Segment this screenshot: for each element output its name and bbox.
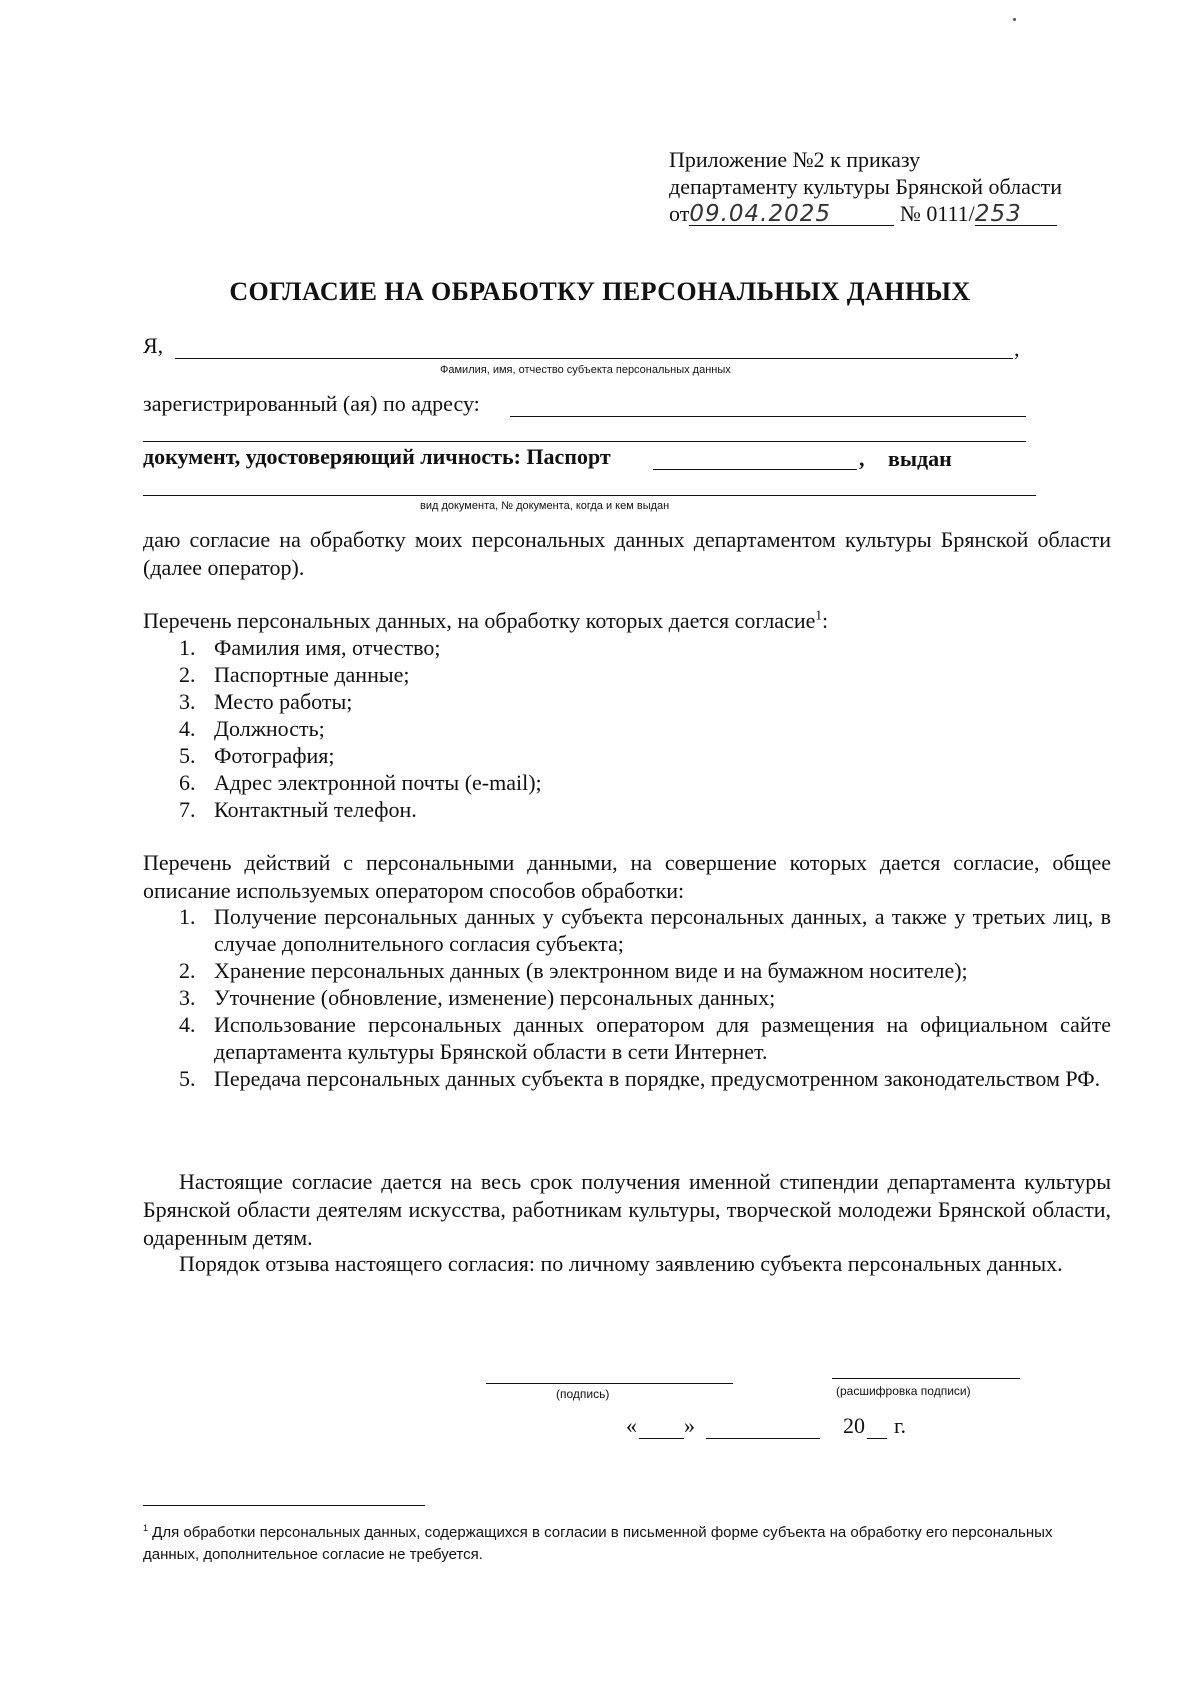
passport-fill-line[interactable]: [653, 469, 857, 470]
document-fill-line[interactable]: [143, 495, 1036, 496]
list-item-text: Место работы;: [214, 689, 353, 714]
date-prefix: от: [669, 201, 690, 226]
order-number-handwritten: 253: [974, 201, 1022, 227]
header-line-1: Приложение №2 к приказу: [669, 147, 921, 172]
list-item-text: Фамилия имя, отчество;: [214, 635, 441, 660]
order-number-field: [975, 203, 1057, 226]
revoke-paragraph: Порядок отзыва настоящего согласия: по личному заявлению субъекта персональных данных.: [179, 1251, 1063, 1276]
list-item-number: 2.: [179, 958, 196, 983]
list-item: [143, 903, 1111, 957]
personal-data-list: [143, 634, 1111, 823]
footnote-ref: 1: [815, 607, 822, 623]
list-item-text: Использование персональных данных оператором для размещения на официальном сайте департамента культуры Брянской области в сети Интернет.: [214, 1012, 1111, 1064]
list-item-text: Адрес электронной почты (e-mail);: [214, 770, 542, 795]
footnote: [143, 1522, 1103, 1566]
list-item: [143, 769, 1111, 796]
consent-paragraph: даю согласие на обработку моих персональных данных департаментом культуры Брянской области (далее оператор).: [143, 527, 1111, 580]
document-comma: ,: [859, 446, 865, 471]
footnote-separator: [143, 1505, 425, 1506]
year-fill-line[interactable]: [867, 1438, 887, 1439]
i-label: Я,: [143, 333, 164, 358]
list-item-number: 4.: [179, 716, 196, 741]
list-item-number: 5.: [179, 1066, 196, 1091]
data-list-intro: [143, 607, 1111, 635]
list-item-number: 4.: [179, 1012, 196, 1037]
list-item-number: 6.: [179, 770, 196, 795]
footnote-mark: 1: [143, 1523, 149, 1533]
header-order-line: [669, 200, 1062, 227]
list-item-text: Получение персональных данных у субъекта персональных данных, а также у третьих лиц, в случае дополнительного согласия субъекта;: [214, 904, 1111, 956]
document-title: СОГЛАСИЕ НА ОБРАБОТКУ ПЕРСОНАЛЬНЫХ ДАННЫХ: [229, 277, 971, 306]
list-item: [143, 1011, 1111, 1065]
month-fill-line[interactable]: [706, 1438, 820, 1439]
list-item-number: 1.: [179, 635, 196, 660]
year-suffix: г.: [894, 1413, 907, 1438]
list-item-text: Контактный телефон.: [214, 797, 417, 822]
order-date-field: [689, 203, 894, 226]
date-close-quote: »: [684, 1413, 695, 1438]
address-label: зарегистрированный (ая) по адресу:: [143, 391, 480, 416]
list-item-text: Должность;: [214, 716, 325, 741]
fio-fill-line[interactable]: [175, 358, 1013, 359]
signature-decode-caption: (расшифровка подписи): [836, 1384, 971, 1398]
list-item: [143, 957, 1111, 984]
order-date-handwritten: 09.04.2025: [689, 201, 832, 227]
term-paragraph: Настоящие согласие дается на весь срок получения именной стипендии департамента культуры Брянской области деятелям искусства, работникам культуры, творческой молодежи Брянской области, одаренным детям.: [143, 1169, 1111, 1250]
address-fill-line-2[interactable]: [143, 441, 1026, 442]
list-item: [143, 634, 1111, 661]
list-item-text: Фотография;: [214, 743, 335, 768]
list-item: [143, 742, 1111, 769]
data-list-intro-end: :: [821, 608, 829, 633]
year-prefix: 20: [843, 1413, 865, 1438]
signature-line[interactable]: [486, 1383, 733, 1384]
list-item: [143, 715, 1111, 742]
list-item: [143, 688, 1111, 715]
list-item-text: Паспортные данные;: [214, 662, 410, 687]
list-item-text: Хранение персональных данных (в электронном виде и на бумажном носителе);: [214, 958, 968, 983]
appendix-header: [669, 146, 1062, 227]
signature-decode-line[interactable]: [832, 1378, 1020, 1379]
list-item-number: 1.: [179, 904, 196, 929]
address-fill-line[interactable]: [510, 416, 1026, 417]
footnote-text: Для обработки персональных данных, содержащихся в согласии в письменной форме субъекта на обработку его персональных данных, дополнительное согласие не требуется.: [143, 1524, 1053, 1563]
list-item: [143, 796, 1111, 823]
list-item: [143, 1065, 1111, 1092]
list-item-number: 7.: [179, 797, 196, 822]
fio-comma: ,: [1014, 336, 1020, 361]
scan-speck: [1013, 18, 1016, 21]
data-list-intro-text: Перечень персональных данных, на обработку которых дается согласие: [143, 608, 816, 633]
header-line-2: департаменту культуры Брянской области: [669, 174, 1063, 199]
actions-list-intro: Перечень действий с персональными данными, на совершение которых дается согласие, общее описание используемых оператором способов обработки:: [143, 850, 1111, 903]
list-item: [143, 661, 1111, 688]
list-item-text: Передача персональных данных субъекта в порядке, предусмотренном законодательством РФ.: [214, 1066, 1101, 1091]
day-fill-line[interactable]: [639, 1438, 684, 1439]
fio-caption: Фамилия, имя, отчество субъекта персональных данных: [440, 364, 731, 376]
issued-label: выдан: [888, 446, 952, 471]
document-label: документ, удостоверяющий личность: Паспорт: [143, 444, 611, 469]
date-open-quote: «: [626, 1413, 637, 1438]
signature-caption: (подпись): [556, 1387, 610, 1401]
list-item-number: 3.: [179, 985, 196, 1010]
number-prefix: № 0111/: [899, 201, 975, 226]
actions-list: [143, 903, 1111, 1092]
list-item-number: 2.: [179, 662, 196, 687]
list-item: [143, 984, 1111, 1011]
list-item-number: 3.: [179, 689, 196, 714]
list-item-text: Уточнение (обновление, изменение) персональных данных;: [214, 985, 776, 1010]
list-item-number: 5.: [179, 743, 196, 768]
document-caption: вид документа, № документа, когда и кем выдан: [420, 500, 670, 512]
